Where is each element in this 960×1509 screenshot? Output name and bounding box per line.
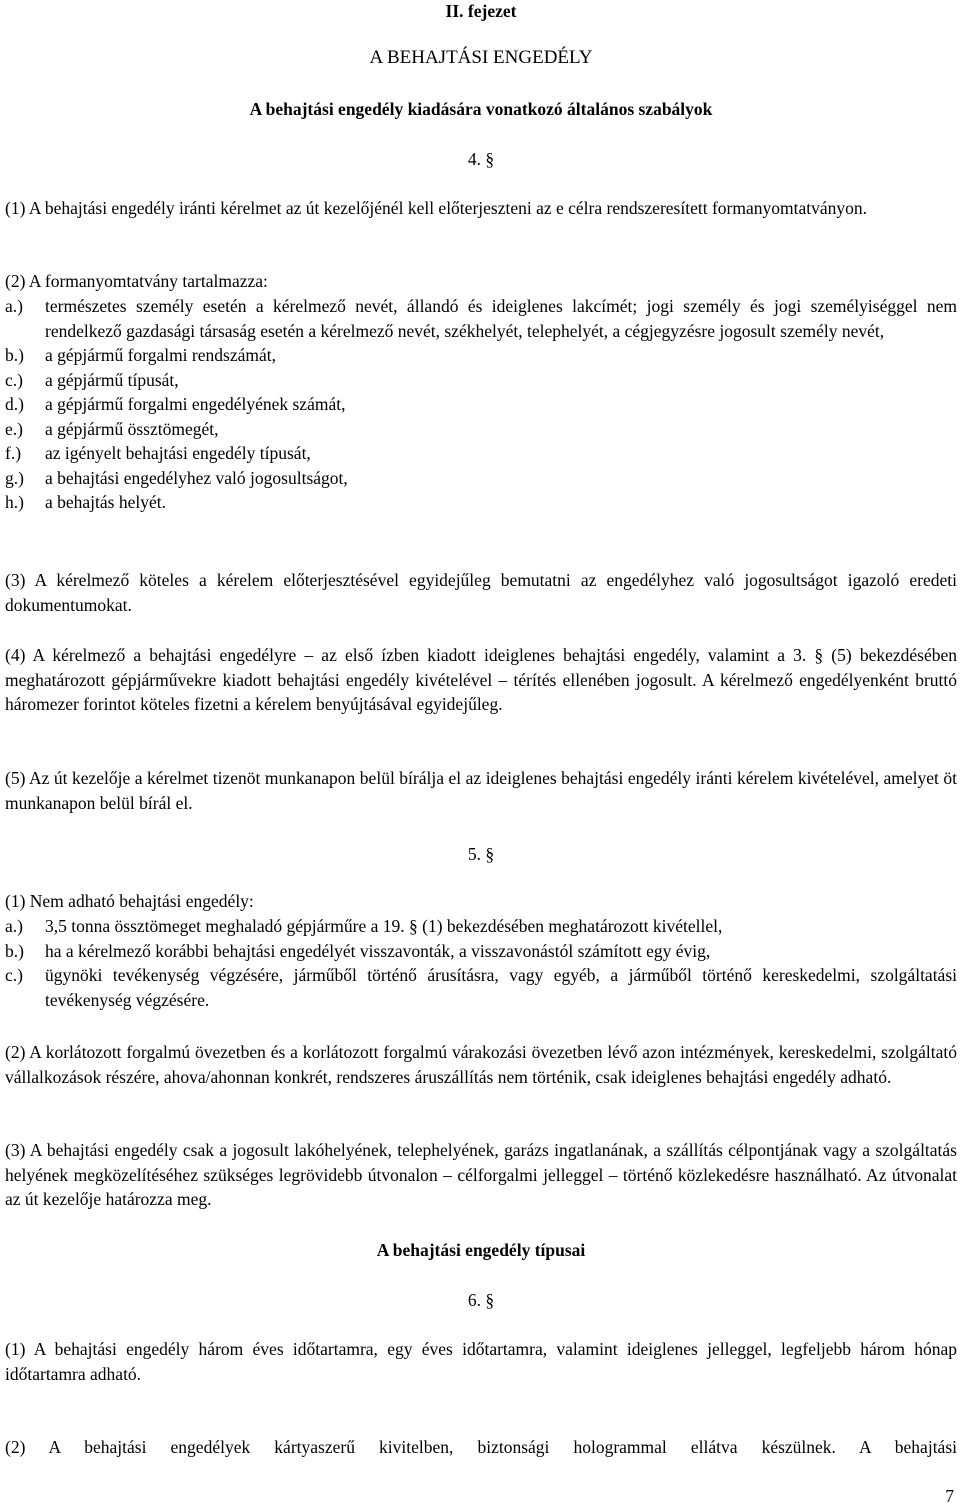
list-item-label: b.) <box>5 940 24 961</box>
list-item <box>5 441 957 466</box>
list-item-text: a gépjármű forgalmi engedélyének számát, <box>45 394 346 414</box>
section5-paragraph-1-intro: (1) Nem adható behajtási engedély: <box>5 891 254 911</box>
list-item-label: e.) <box>5 418 23 439</box>
section-number-4: 4. § <box>467 149 495 169</box>
section4-paragraph-2-intro: (2) A formanyomtatvány tartalmazza: <box>5 271 268 291</box>
list-item <box>5 343 957 368</box>
list-item <box>5 368 957 393</box>
list-item-text: a gépjármű típusát, <box>45 369 179 390</box>
list-item-text: az igényelt behajtási engedély típusát, <box>45 443 311 463</box>
section5-paragraph-2: (2) A korlátozott forgalmú övezetben és a korlátozott forgalmú várakozási övezetben lévő azon intézmények, kereskedelmi, szolgáltató vállalkozások részére, ahova/ahonnan konkrét, rendszeres áruszállítás nem történik, csak ideiglenes behajtási engedély adható. <box>5 1042 957 1087</box>
types-heading: A behajtási engedély típusai <box>376 1240 586 1260</box>
section5-list <box>5 914 957 1012</box>
list-item-text: a behajtás helyét. <box>45 492 166 512</box>
list-item-label: b.) <box>5 345 24 365</box>
section-number-5: 5. § <box>467 844 495 864</box>
list-item-label: h.) <box>5 492 24 512</box>
section-subtitle: A behajtási engedély kiadására vonatkozó általános szabályok <box>249 99 713 119</box>
list-item-text: 3,5 tonna össztömeget meghaladó gépjárműre a 19. § (1) bekezdésében meghatározott kivétellel, <box>45 916 723 936</box>
list-item-text: ha a kérelmező korábbi behajtási engedélyét visszavonták, a visszavonástól számított egy évig, <box>45 940 711 961</box>
chapter-heading: II. fejezet <box>445 1 517 21</box>
list-item-text: ügynöki tevékenység végzésére, járműből történő árusításra, vagy egyéb, a járműből történő kereskedelmi, szolgáltatási tevékenység végzésére. <box>45 965 957 1010</box>
list-item-label: a.) <box>5 916 23 936</box>
list-item-label: g.) <box>5 467 24 488</box>
section6-paragraph-1: (1) A behajtási engedély három éves időtartamra, egy éves időtartamra, valamint ideiglenes jelleggel, legfeljebb három hónap időtartamra adható. <box>5 1339 957 1384</box>
section4-paragraph-5: (5) Az út kezelője a kérelmet tizenöt munkanapon belül bírálja el az ideiglenes behajtási engedély iránti kérelem kivételével, amelyet öt munkanapon belül bírál el. <box>5 768 957 813</box>
list-item-label: d.) <box>5 394 24 414</box>
section4-paragraph-3: (3) A kérelmező köteles a kérelem előterjesztésével egyidejűleg bemutatni az engedélyhez való jogosultságot igazoló eredeti dokumentumokat. <box>5 570 957 615</box>
list-item <box>5 939 957 964</box>
list-item <box>5 294 957 343</box>
document-title: A BEHAJTÁSI ENGEDÉLY <box>369 47 593 68</box>
list-item-label: c.) <box>5 965 23 985</box>
list-item <box>5 392 957 417</box>
list-item-text: a behajtási engedélyhez való jogosultságot, <box>45 467 348 488</box>
list-item-text: a gépjármű forgalmi rendszámát, <box>45 345 276 365</box>
section5-paragraph-3: (3) A behajtási engedély csak a jogosult lakóhelyének, telephelyének, garázs ingatlanának, a szállítás célpontjának vagy a szolgáltatás helyének megközelítéséhez szükséges legrövidebb útvonalon – célforgalmi jelleggel – történő közlekedésre használható. Az útvonalat az út kezelője határozza meg. <box>5 1140 957 1209</box>
list-item <box>5 963 957 1012</box>
list-item <box>5 417 957 442</box>
list-item <box>5 466 957 491</box>
list-item <box>5 914 957 939</box>
section6-paragraph-2: (2) A behajtási engedélyek kártyaszerű kivitelben, biztonsági hologrammal ellátva készülnek. A behajtási <box>5 1437 957 1457</box>
section4-paragraph-1: (1) A behajtási engedély iránti kérelmet az út kezelőjénél kell előterjeszteni az e célra rendszeresített formanyomtatványon. <box>5 198 867 218</box>
section-number-6: 6. § <box>467 1290 495 1310</box>
list-item-label: a.) <box>5 296 23 316</box>
section4-paragraph-4: (4) A kérelmező a behajtási engedélyre – az első ízben kiadott ideiglenes behajtási engedély, valamint a 3. § (5) bekezdésében meghatározott gépjárművekre kiadott behajtási engedély kivételével – térítés ellenében jogosult. A kérelmező engedélyenként bruttó háromezer forintot köteles fizetni a kérelem benyújtásával egyidejűleg. <box>5 645 957 714</box>
list-item-label: c.) <box>5 369 23 390</box>
list-item-text: természetes személy esetén a kérelmező nevét, állandó és ideiglenes lakcímét; jogi személy és jogi személyiséggel nem rendelkező gazdasági társaság esetén a kérelmező nevét, székhelyét, telephelyét, a cégjegyzésre jogosult személy nevét, <box>45 296 957 341</box>
list-item-text: a gépjármű össztömegét, <box>45 418 219 439</box>
list-item <box>5 490 957 515</box>
page-number: 7 <box>945 1486 954 1506</box>
section4-list <box>5 294 957 515</box>
list-item-label: f.) <box>5 443 22 463</box>
